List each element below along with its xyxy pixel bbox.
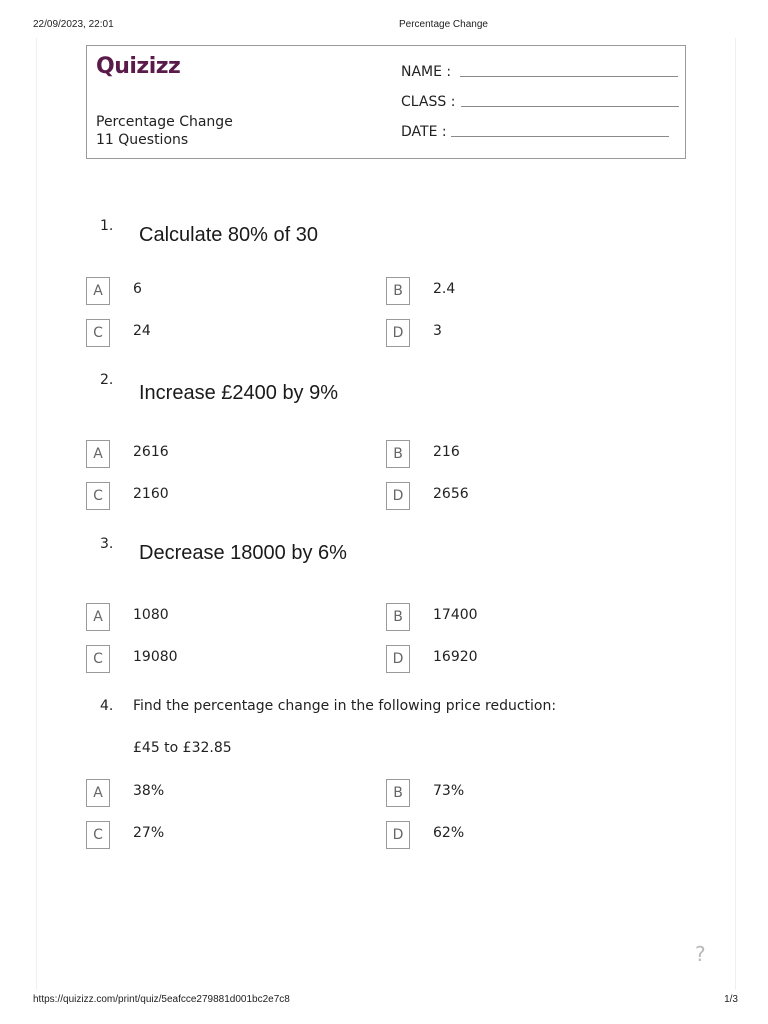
question-1-text: Calculate 80% of 30 xyxy=(139,224,319,246)
print-footer xyxy=(0,990,768,1014)
class-field xyxy=(401,94,679,110)
option-b-box: B xyxy=(386,440,410,468)
option-a-box: A xyxy=(86,440,110,468)
date-line xyxy=(451,135,669,137)
quizizz-logo: Quizizz xyxy=(96,54,181,79)
option-b-box: B xyxy=(386,779,410,807)
name-line xyxy=(460,75,678,77)
option-a-box: A xyxy=(86,779,110,807)
print-url: https://quizizz.com/print/quiz/5eafcce279881d001bc2e7c8 xyxy=(33,994,290,1005)
option-d-text: 62% xyxy=(433,825,465,841)
quiz-title: Percentage Change xyxy=(96,114,233,130)
print-page-title: Percentage Change xyxy=(399,19,488,30)
question-4-subtext: £45 to £32.85 xyxy=(133,740,232,756)
option-a-text: 1080 xyxy=(133,607,169,623)
question-3-text: Decrease 18000 by 6% xyxy=(139,542,347,564)
print-header xyxy=(0,0,768,36)
question-2-text: Increase £2400 by 9% xyxy=(139,382,339,404)
question-mark-icon[interactable]: ? xyxy=(695,942,706,966)
option-a-box: A xyxy=(86,277,110,305)
option-c-text: 19080 xyxy=(133,649,178,665)
option-c-text: 24 xyxy=(133,323,151,339)
option-d-text: 2656 xyxy=(433,486,469,502)
option-c-box: C xyxy=(86,482,110,510)
option-b-box: B xyxy=(386,603,410,631)
name-label: NAME : xyxy=(401,64,452,80)
option-a-text: 6 xyxy=(133,281,142,297)
question-4-text: Find the percentage change in the following price reduction: xyxy=(133,698,557,714)
option-c-box: C xyxy=(86,645,110,673)
print-datetime: 22/09/2023, 22:01 xyxy=(33,19,114,30)
option-a-text: 38% xyxy=(133,783,165,799)
date-label: DATE : xyxy=(401,124,447,140)
option-c-box: C xyxy=(86,821,110,849)
option-d-text: 16920 xyxy=(433,649,478,665)
option-c-box: C xyxy=(86,319,110,347)
question-1-number: 1. xyxy=(100,218,114,234)
question-3-number: 3. xyxy=(100,536,114,552)
option-b-text: 17400 xyxy=(433,607,478,623)
worksheet-header xyxy=(86,45,686,159)
option-b-box: B xyxy=(386,277,410,305)
option-d-box: D xyxy=(386,645,410,673)
option-b-text: 2.4 xyxy=(433,281,456,297)
option-a-box: A xyxy=(86,603,110,631)
option-b-text: 73% xyxy=(433,783,465,799)
option-d-box: D xyxy=(386,482,410,510)
option-c-text: 2160 xyxy=(133,486,169,502)
question-count: 11 Questions xyxy=(96,132,189,148)
class-label: CLASS : xyxy=(401,94,456,110)
question-4-number: 4. xyxy=(100,698,114,714)
name-field xyxy=(401,64,678,80)
option-a-text: 2616 xyxy=(133,444,169,460)
date-field xyxy=(401,124,669,140)
option-d-text: 3 xyxy=(433,323,442,339)
question-2-number: 2. xyxy=(100,372,114,388)
option-c-text: 27% xyxy=(133,825,165,841)
option-d-box: D xyxy=(386,319,410,347)
page-number: 1/3 xyxy=(724,994,738,1005)
option-b-text: 216 xyxy=(433,444,460,460)
class-line xyxy=(461,105,679,107)
option-d-box: D xyxy=(386,821,410,849)
